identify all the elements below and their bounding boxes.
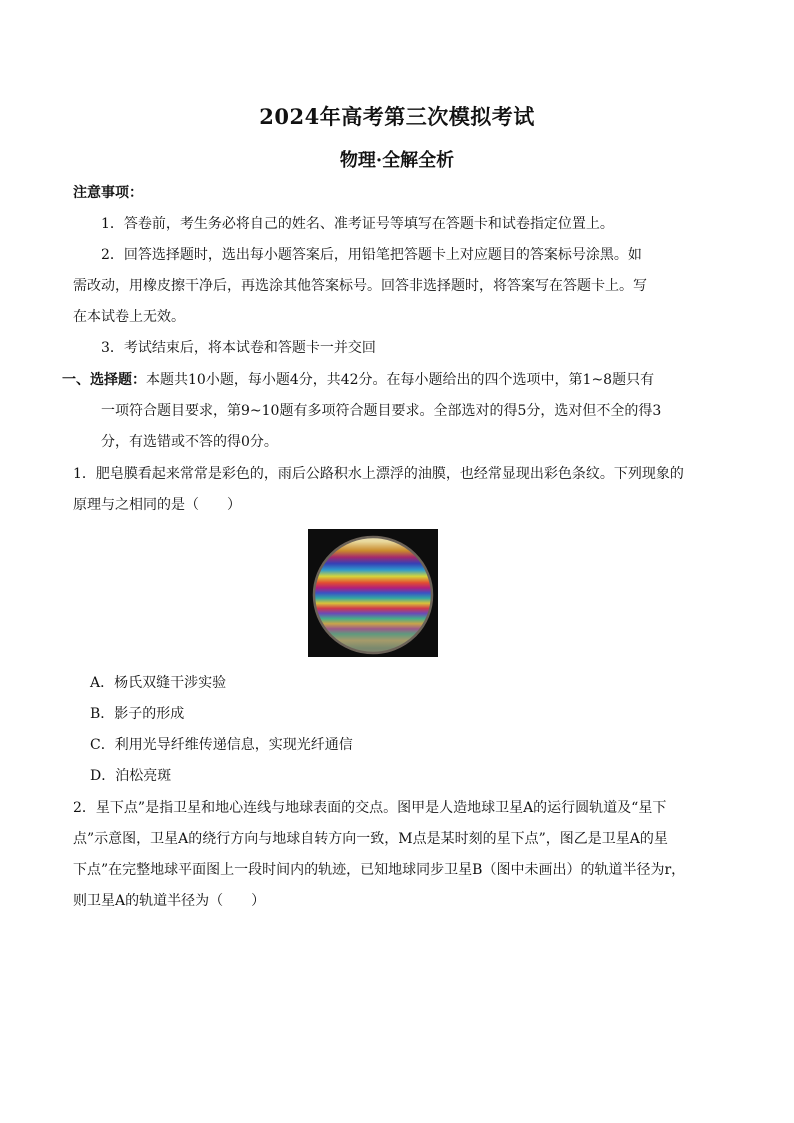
question-2-stem-2: 点”示意图，卫星A的绕行方向与地球自转方向一致，M点是某时刻的星下点”，图乙是卫星A的星 [73, 831, 668, 847]
section-1-line-1 [62, 370, 654, 390]
section-1-prefix: 一、选择题： [62, 372, 146, 388]
page-title: 2024年高考第三次模拟考试 [259, 104, 535, 129]
section-1-text: 本题共10小题，每小题4分，共42分。在每小题给出的四个选项中，第1~8题只有 [146, 372, 655, 388]
notice-item-2-cont: 需改动，用橡皮擦干净后，再选涂其他答案标号。回答非选择题时，将答案写在答题卡上。写 [73, 278, 647, 294]
section-1-line-3: 分，有选错或不答的得0分。 [101, 434, 278, 450]
question-2-stem-1: 2．星下点”是指卫星和地心连线与地球表面的交点。图甲是人造地球卫星A的运行圆轨道及“星下 [73, 800, 667, 816]
question-1-option-c: C．利用光导纤维传递信息，实现光纤通信 [90, 737, 353, 753]
question-1-option-b: B．影子的形成 [90, 706, 185, 722]
question-1-option-d: D．泊松亮斑 [90, 768, 172, 784]
soap-film-photo [308, 529, 438, 657]
section-1-line-2: 一项符合题目要求，第9~10题有多项符合题目要求。全部选对的得5分，选对但不全的得3 [101, 403, 662, 419]
question-1-stem-1: 1．肥皂膜看起来常常是彩色的，雨后公路积水上漂浮的油膜，也经常显现出彩色条纹。下列现象的 [73, 466, 684, 482]
notice-item-2-end: 在本试卷上无效。 [73, 309, 185, 325]
notice-item-2: 2．回答选择题时，选出每小题答案后，用铅笔把答题卡上对应题目的答案标号涂黑。如 [101, 247, 642, 263]
question-2-stem-3: 下点”在完整地球平面图上一段时间内的轨迹，已知地球同步卫星B（图中未画出）的轨道半径为r， [73, 862, 686, 878]
notice-item-1: 1．答卷前，考生务必将自己的姓名、准考证号等填写在答题卡和试卷指定位置上。 [101, 216, 614, 232]
question-2-stem-4: 则卫星A的轨道半径为（ ） [73, 893, 266, 909]
question-1-stem-2: 原理与之相同的是（ ） [73, 497, 241, 513]
notice-heading: 注意事项： [73, 185, 143, 201]
question-1-option-a: A．杨氏双缝干涉实验 [90, 675, 227, 691]
notice-item-3: 3．考试结束后，将本试卷和答题卡一并交回 [101, 340, 376, 356]
page-subtitle: 物理·全解全析 [339, 150, 455, 171]
